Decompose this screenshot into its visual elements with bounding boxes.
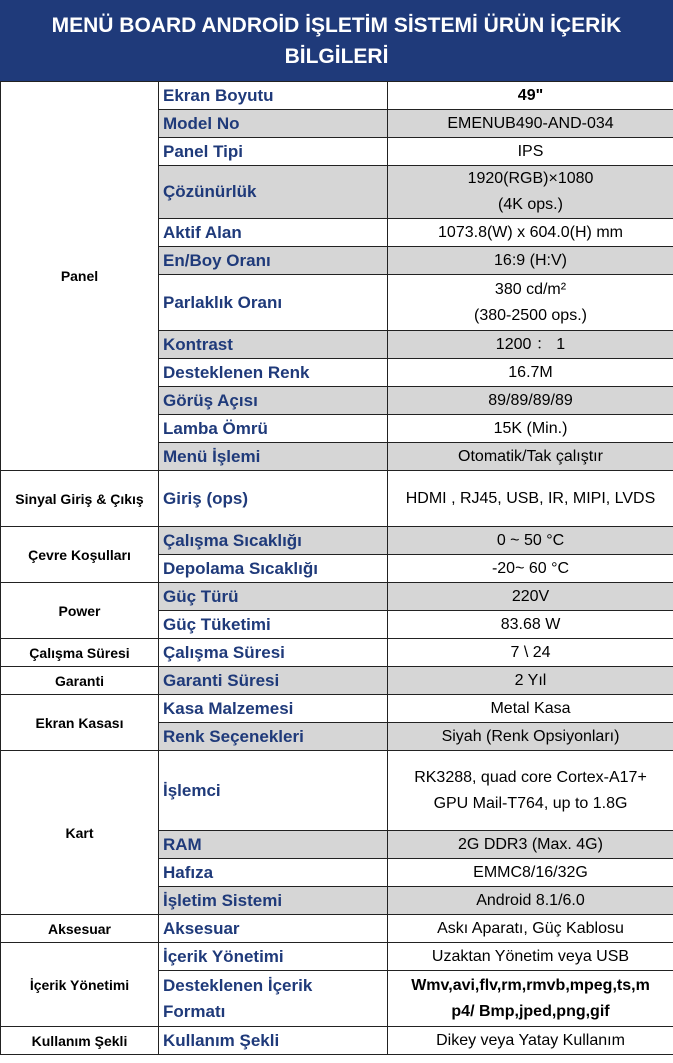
spec-value-line: 7 \ 24 <box>510 643 551 661</box>
spec-value-line: 89/89/89/89 <box>488 391 573 409</box>
category-cell: Panel <box>1 82 159 471</box>
category-cell: Garanti <box>1 667 159 695</box>
spec-value-line: Android 8.1/6.0 <box>476 891 585 909</box>
spec-value <box>388 751 673 831</box>
spec-label: İşlemci <box>159 751 388 831</box>
spec-value <box>388 471 673 527</box>
spec-label: Çalışma Süresi <box>159 639 388 667</box>
spec-value-line: p4/ Bmp,jped,png,gif <box>451 1002 610 1020</box>
spec-label: Giriş (ops) <box>159 471 388 527</box>
spec-value-line: 380 cd/m² <box>494 280 567 298</box>
table-row <box>1 82 673 110</box>
spec-label: Model No <box>159 110 388 138</box>
spec-value-line: -20~ 60 °C <box>491 559 570 577</box>
spec-value-line: 1200 ： 1 <box>495 335 566 353</box>
spec-value-line: 220V <box>511 587 550 605</box>
spec-label: RAM <box>159 831 388 859</box>
spec-value <box>388 166 673 219</box>
category-cell: Ekran Kasası <box>1 695 159 751</box>
spec-label: Renk Seçenekleri <box>159 723 388 751</box>
spec-value <box>388 611 673 639</box>
spec-value-line: 16:9 (H:V) <box>494 251 567 269</box>
category-cell: Kart <box>1 751 159 915</box>
spec-label: Depolama Sıcaklığı <box>159 555 388 583</box>
spec-label: İşletim Sistemi <box>159 887 388 915</box>
spec-value <box>388 1027 673 1055</box>
spec-value <box>388 359 673 387</box>
spec-label: En/Boy Oranı <box>159 247 388 275</box>
spec-label: Panel Tipi <box>159 138 388 166</box>
table-row <box>1 639 673 667</box>
category-cell: Sinyal Giriş & Çıkış <box>1 471 159 527</box>
category-cell: Aksesuar <box>1 915 159 943</box>
spec-label: Kontrast <box>159 331 388 359</box>
spec-label: Desteklenen İçerik Formatı <box>159 971 388 1027</box>
spec-label: Çözünürlük <box>159 166 388 219</box>
spec-value <box>388 695 673 723</box>
spec-value-line: (4K ops.) <box>498 196 563 213</box>
spec-label: Garanti Süresi <box>159 667 388 695</box>
table-row <box>1 915 673 943</box>
spec-value <box>388 859 673 887</box>
spec-label: Çalışma Sıcaklığı <box>159 527 388 555</box>
spec-label: Aksesuar <box>159 915 388 943</box>
spec-label: Güç Türü <box>159 583 388 611</box>
spec-value-line: Wmv,avi,flv,rm,rmvb,mpeg,ts,m <box>411 976 650 994</box>
table-row <box>1 751 673 831</box>
category-cell: İçerik Yönetimi <box>1 943 159 1027</box>
spec-value-line: Siyah (Renk Opsiyonları) <box>441 727 620 745</box>
spec-value-line: RK3288, quad core Cortex-A17+ <box>414 768 647 786</box>
spec-label: İçerik Yönetimi <box>159 943 388 971</box>
spec-value-line: Metal Kasa <box>490 699 571 717</box>
spec-value-line: Askı Aparatı, Güç Kablosu <box>437 919 624 937</box>
spec-value-line: 16.7M <box>508 363 553 381</box>
spec-label: Parlaklık Oranı <box>159 275 388 331</box>
spec-value-line: 49" <box>517 86 544 104</box>
spec-value <box>388 110 673 138</box>
spec-value <box>388 831 673 859</box>
spec-value-line: 0 ~ 50 °C <box>496 531 565 549</box>
spec-value <box>388 443 673 471</box>
spec-value-line: Dikey veya Yatay Kullanım <box>436 1031 625 1049</box>
spec-value <box>388 219 673 247</box>
spec-value <box>388 82 673 110</box>
table-row <box>1 583 673 611</box>
spec-value-line: EMMC8/16/32G <box>473 863 588 881</box>
spec-value <box>388 275 673 331</box>
spec-label: Kullanım Şekli <box>159 1027 388 1055</box>
spec-value <box>388 331 673 359</box>
spec-value <box>388 667 673 695</box>
spec-value-line: Uzaktan Yönetim veya USB <box>431 947 630 965</box>
spec-value-line: 2G DDR3 (Max. 4G) <box>458 835 603 853</box>
spec-value-line: 83.68 W <box>500 615 561 633</box>
category-cell: Çalışma Süresi <box>1 639 159 667</box>
spec-label: Güç Tüketimi <box>159 611 388 639</box>
spec-value-line: 15K (Min.) <box>493 419 568 437</box>
spec-value <box>388 387 673 415</box>
spec-table <box>0 81 673 1055</box>
spec-value <box>388 527 673 555</box>
spec-value-line: (380-2500 ops.) <box>474 306 587 324</box>
category-cell: Power <box>1 583 159 639</box>
category-cell: Çevre Koşulları <box>1 527 159 583</box>
spec-label: Hafıza <box>159 859 388 887</box>
spec-value-line: 1920(RGB)×1080 <box>467 170 594 187</box>
table-row <box>1 471 673 527</box>
table-row <box>1 527 673 555</box>
spec-value <box>388 247 673 275</box>
spec-value <box>388 943 673 971</box>
spec-value <box>388 915 673 943</box>
spec-value-line: 1073.8(W) x 604.0(H) mm <box>438 223 623 241</box>
table-row <box>1 1027 673 1055</box>
spec-value-line: 2 Yıl <box>514 671 547 689</box>
table-row <box>1 667 673 695</box>
spec-value <box>388 971 673 1027</box>
table-row <box>1 695 673 723</box>
spec-value-line: GPU Mail-T764, up to 1.8G <box>433 794 628 812</box>
spec-value-line: HDMI , RJ45, USB, IR, MIPI, LVDS <box>405 489 656 507</box>
spec-value <box>388 138 673 166</box>
spec-value <box>388 555 673 583</box>
spec-label: Lamba Ömrü <box>159 415 388 443</box>
spec-value <box>388 723 673 751</box>
spec-label: Kasa Malzemesi <box>159 695 388 723</box>
spec-value <box>388 415 673 443</box>
spec-value <box>388 583 673 611</box>
spec-label: Menü İşlemi <box>159 443 388 471</box>
spec-value <box>388 887 673 915</box>
page-title: MENÜ BOARD ANDROİD İŞLETİM SİSTEMİ ÜRÜN İÇERİK BİLGİLERİ <box>0 0 673 81</box>
spec-value <box>388 639 673 667</box>
spec-label: Desteklenen Renk <box>159 359 388 387</box>
spec-value-line: EMENUB490-AND-034 <box>447 114 614 132</box>
category-cell: Kullanım Şekli <box>1 1027 159 1055</box>
spec-label: Aktif Alan <box>159 219 388 247</box>
spec-value-line: IPS <box>517 142 544 160</box>
spec-label: Ekran Boyutu <box>159 82 388 110</box>
spec-label: Görüş Açısı <box>159 387 388 415</box>
spec-value-line: Otomatik/Tak çalıştır <box>458 447 603 465</box>
table-row <box>1 943 673 971</box>
